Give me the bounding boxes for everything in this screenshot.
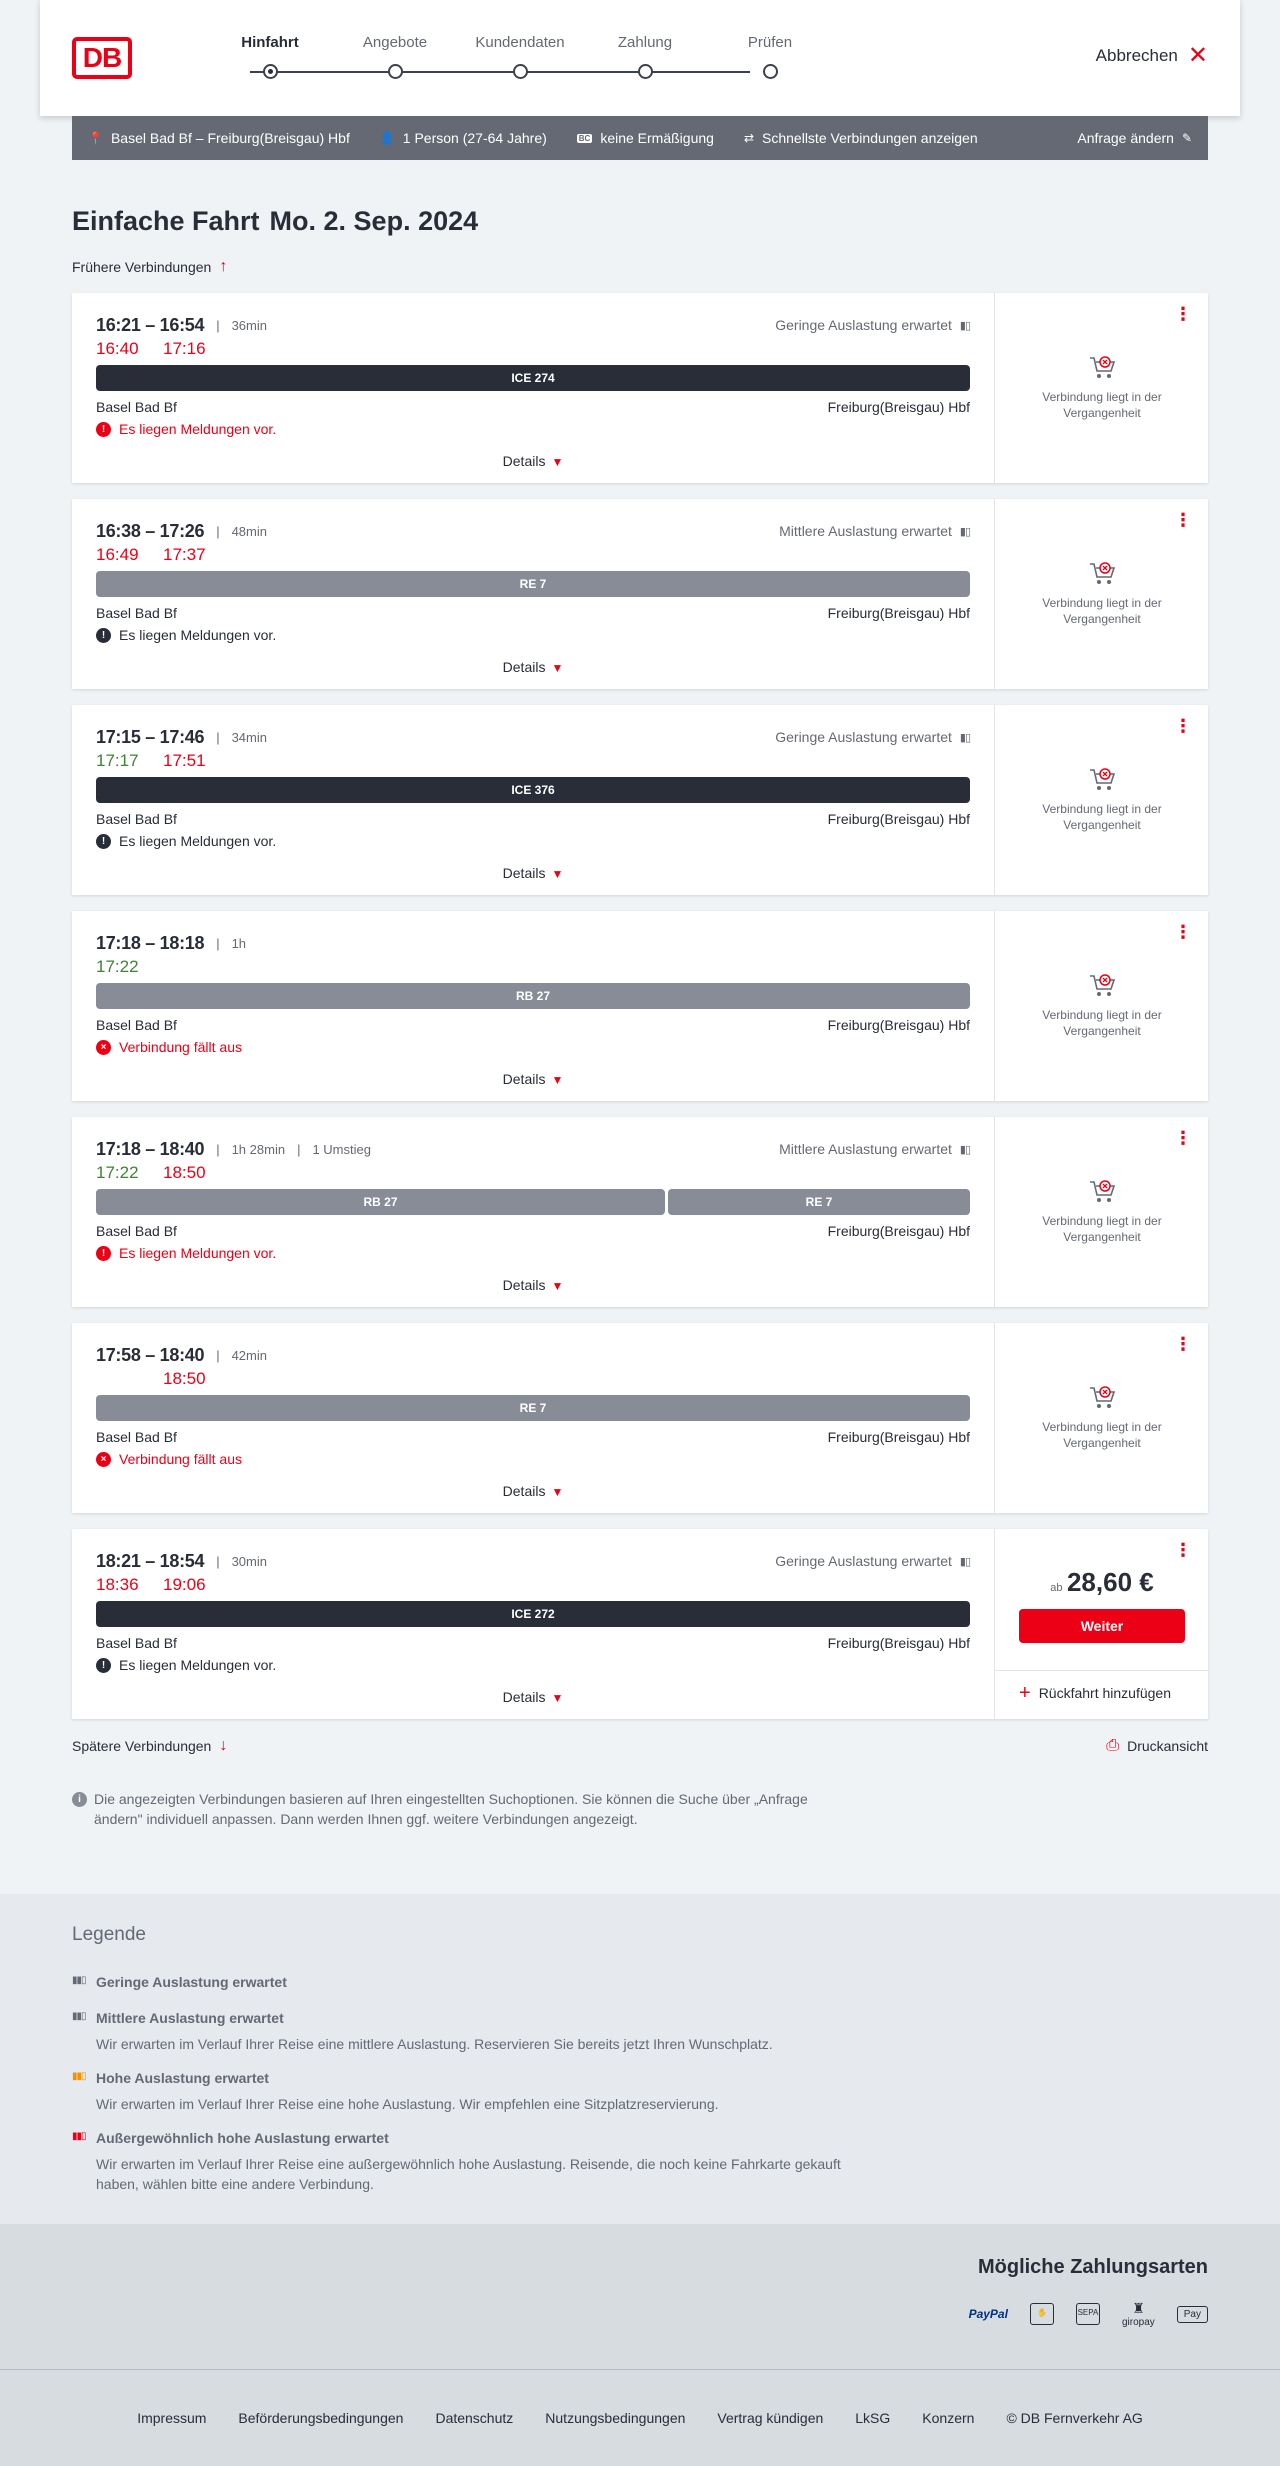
duration: 1h 28min <box>231 1142 286 1157</box>
connection-message: ! Es liegen Meldungen vor. <box>96 421 276 437</box>
details-toggle[interactable]: Details ▼ <box>502 1071 564 1087</box>
train-bar[interactable]: RB 27 <box>96 983 970 1009</box>
occupancy-info[interactable]: Geringe Auslastung erwartet ▮▯ <box>775 1553 970 1569</box>
chevron-down-icon: ▼ <box>551 1691 564 1705</box>
destination-station: Freiburg(Breisgau) Hbf <box>827 605 970 621</box>
connection-message: ! Es liegen Meldungen vor. <box>96 1245 276 1261</box>
origin-station: Basel Bad Bf <box>96 1223 177 1239</box>
connection-times: 18:21 – 18:54 | 30min <box>96 1551 267 1571</box>
connection-main <box>72 1529 994 1719</box>
step-kundendaten[interactable]: Kundendaten <box>460 32 580 54</box>
duration: 1h <box>231 936 247 951</box>
train-bar[interactable]: RE 7 <box>668 1189 970 1215</box>
paypal-icon: PayPal <box>968 2307 1008 2321</box>
more-options-icon[interactable]: ⋮ <box>1174 1540 1192 1560</box>
details-toggle[interactable]: Details ▼ <box>502 453 564 469</box>
location-pin-icon: 📍 <box>88 131 103 145</box>
train-bar[interactable]: RB 27 <box>96 1189 665 1215</box>
occupancy-info[interactable]: Mittlere Auslastung erwartet ▮▯ <box>779 523 970 539</box>
summary-discount[interactable]: BC keine Ermäßigung <box>578 130 714 146</box>
cart-icon <box>1087 353 1117 381</box>
footer-link[interactable]: © DB Fernverkehr AG <box>1006 2410 1143 2426</box>
train-bar[interactable]: RE 7 <box>96 1395 970 1421</box>
search-summary-bar <box>72 116 1208 160</box>
destination-station: Freiburg(Breisgau) Hbf <box>827 1635 970 1651</box>
connection-main <box>72 293 994 483</box>
footer-link[interactable]: Impressum <box>137 2410 207 2426</box>
details-toggle[interactable]: Details ▼ <box>502 865 564 881</box>
origin-station: Basel Bad Bf <box>96 1429 177 1445</box>
step-pruefen[interactable]: Prüfen <box>710 32 830 54</box>
price: ab 28,60 € <box>1050 1567 1154 1597</box>
origin-station: Basel Bad Bf <box>96 1017 177 1033</box>
connection-main <box>72 1323 994 1513</box>
legend-title: Legende <box>72 1924 146 1945</box>
planned-times: 17:18 – 18:40 <box>96 1139 205 1159</box>
past-connection-info: Verbindung liegt in der Vergangenheit <box>995 353 1209 421</box>
past-connection-info: Verbindung liegt in der Vergangenheit <box>995 1177 1209 1245</box>
bahncard-icon: BC <box>578 133 591 143</box>
warning-icon: ! <box>96 1658 111 1673</box>
summary-persons[interactable]: 👤 1 Person (27-64 Jahre) <box>379 130 547 146</box>
realtime-departure: 16:40 <box>96 339 139 358</box>
legend-item: ▮▮▯ Geringe Auslastung erwartet <box>72 1974 287 1990</box>
realtime-arrival: 18:50 <box>163 1369 206 1388</box>
more-options-icon[interactable]: ⋮ <box>1174 1334 1192 1354</box>
chevron-down-icon: ▼ <box>551 455 564 469</box>
duration: 36min <box>231 318 267 333</box>
more-options-icon[interactable]: ⋮ <box>1174 1128 1192 1148</box>
occupancy-info[interactable]: Geringe Auslastung erwartet ▮▯ <box>775 317 970 333</box>
step-dot <box>638 64 653 79</box>
origin-station: Basel Bad Bf <box>96 399 177 415</box>
train-bar[interactable]: ICE 376 <box>96 777 970 803</box>
step-dot <box>263 64 278 79</box>
train-bar[interactable]: ICE 272 <box>96 1601 970 1627</box>
origin-station: Basel Bad Bf <box>96 1635 177 1651</box>
transfers: 1 Umstieg <box>312 1142 371 1157</box>
card-hand-icon: ✋ <box>1030 2303 1054 2325</box>
db-logo[interactable]: DB <box>72 37 132 79</box>
realtime-times <box>96 1163 230 1183</box>
destination-station: Freiburg(Breisgau) Hbf <box>827 1017 970 1033</box>
connection-card[interactable] <box>72 499 1208 689</box>
connection-message: × Verbindung fällt aus <box>96 1451 242 1467</box>
details-toggle[interactable]: Details ▼ <box>502 1689 564 1705</box>
chevron-down-icon: ▼ <box>551 1485 564 1499</box>
footer <box>0 2369 1280 2466</box>
arrow-up-icon: ↑ <box>219 258 228 275</box>
occupancy-icon: ▮▯ <box>959 731 970 744</box>
connection-times: 16:21 – 16:54 | 36min <box>96 315 267 335</box>
sepa-icon: SEPA <box>1076 2303 1100 2325</box>
occupancy-icon: ▮▮▯ <box>72 2131 86 2142</box>
realtime-departure: 17:22 <box>96 957 139 976</box>
connection-offer <box>994 1117 1208 1307</box>
connection-offer <box>994 705 1208 895</box>
realtime-times <box>96 957 230 977</box>
footer-link[interactable]: Konzern <box>922 2410 975 2426</box>
realtime-arrival: 18:50 <box>163 1163 206 1182</box>
occupancy-info[interactable]: Geringe Auslastung erwartet ▮▯ <box>775 729 970 745</box>
later-connections-link[interactable]: Spätere Verbindungen ↓ <box>72 1737 228 1754</box>
duration: 48min <box>231 524 267 539</box>
print-view-link[interactable]: ⎙ Druckansicht <box>1106 1737 1208 1754</box>
cancelled-icon: × <box>96 1452 111 1467</box>
cart-icon <box>1087 971 1117 999</box>
warning-icon: ! <box>96 628 111 643</box>
chevron-down-icon: ▼ <box>551 1279 564 1293</box>
connection-main <box>72 1117 994 1307</box>
payment-title: Mögliche Zahlungsarten <box>977 2256 1208 2278</box>
connection-card[interactable] <box>72 1117 1208 1307</box>
summary-route[interactable]: 📍 Basel Bad Bf – Freiburg(Breisgau) Hbf <box>88 130 350 146</box>
connection-message: ! Es liegen Meldungen vor. <box>96 627 276 643</box>
warning-icon: ! <box>96 1246 111 1261</box>
origin-station: Basel Bad Bf <box>96 811 177 827</box>
step-dot <box>513 64 528 79</box>
info-note: i Die angezeigten Verbindungen basieren auf Ihren eingestellten Suchoptionen. Sie können die Suche über „Anfrage ändern" individuell anpassen. Dann werden Ihnen ggf. weitere Verbindungen angezeigt. <box>72 1789 852 1829</box>
destination-station: Freiburg(Breisgau) Hbf <box>827 1429 970 1445</box>
close-icon: ✕ <box>1187 42 1208 69</box>
more-options-icon[interactable]: ⋮ <box>1174 922 1192 942</box>
occupancy-icon: ▮▮▯ <box>72 2011 86 2022</box>
connection-main <box>72 499 994 689</box>
realtime-times <box>96 545 230 565</box>
details-toggle[interactable]: Details ▼ <box>502 1277 564 1293</box>
realtime-times <box>96 339 230 359</box>
plus-icon: + <box>1019 1682 1031 1704</box>
cart-icon <box>1087 1383 1117 1411</box>
connection-times: 17:15 – 17:46 | 34min <box>96 727 267 747</box>
add-return-trip-button[interactable]: + Rückfahrt hinzufügen <box>1019 1682 1171 1704</box>
earlier-connections-link[interactable]: Frühere Verbindungen ↑ <box>72 258 228 275</box>
duration: 34min <box>231 730 267 745</box>
connection-offer <box>994 1323 1208 1513</box>
connection-message: × Verbindung fällt aus <box>96 1039 242 1055</box>
realtime-departure: 18:36 <box>96 1575 139 1594</box>
cart-icon <box>1087 765 1117 793</box>
info-icon: i <box>72 1792 87 1807</box>
connection-offer <box>994 293 1208 483</box>
occupancy-icon: ▮▯ <box>959 1143 970 1156</box>
legend-item: ▮▮▯ Hohe Auslastung erwartet Wir erwarten im Verlauf Ihrer Reise eine hohe Auslastung. Wir empfehlen eine Sitzplatzreservierung. <box>72 2070 719 2112</box>
planned-times: 17:15 – 17:46 <box>96 727 205 747</box>
payment-methods <box>0 2224 1280 2369</box>
chevron-down-icon: ▼ <box>551 1073 564 1087</box>
divider <box>995 1670 1209 1671</box>
cart-icon <box>1087 559 1117 587</box>
destination-station: Freiburg(Breisgau) Hbf <box>827 399 970 415</box>
legend-item: ▮▮▯ Außergewöhnlich hohe Auslastung erwartet Wir erwarten im Verlauf Ihrer Reise eine außergewöhnlich hohe Auslastung. Reisende, die noch keine Fahrkarte gekauft haben, wählen bitte eine andere Verbindung. <box>72 2130 841 2192</box>
realtime-departure: 16:49 <box>96 545 139 564</box>
past-connection-info: Verbindung liegt in der Vergangenheit <box>995 559 1209 627</box>
more-options-icon[interactable]: ⋮ <box>1174 304 1192 324</box>
realtime-arrival: 17:51 <box>163 751 206 770</box>
realtime-times <box>96 1575 230 1595</box>
planned-times: 18:21 – 18:54 <box>96 1551 205 1571</box>
step-zahlung[interactable]: Zahlung <box>585 32 705 54</box>
connection-times: 17:18 – 18:40 | 1h 28min | 1 Umstieg <box>96 1139 371 1159</box>
details-toggle[interactable]: Details ▼ <box>502 659 564 675</box>
footer-link[interactable]: Vertrag kündigen <box>717 2410 824 2426</box>
more-options-icon[interactable]: ⋮ <box>1174 716 1192 736</box>
connection-card[interactable] <box>72 705 1208 895</box>
connection-message: ! Es liegen Meldungen vor. <box>96 1657 276 1673</box>
realtime-arrival: 17:37 <box>163 545 206 564</box>
occupancy-icon: ▮▯ <box>959 525 970 538</box>
printer-icon: ⎙ <box>1106 1737 1120 1754</box>
swap-arrows-icon: ⇄ <box>743 131 755 145</box>
warning-icon: ! <box>96 422 111 437</box>
details-toggle[interactable]: Details ▼ <box>502 1483 564 1499</box>
pencil-icon: ✎ <box>1181 131 1192 145</box>
legend <box>0 1894 1280 2224</box>
chevron-down-icon: ▼ <box>551 661 564 675</box>
occupancy-icon: ▮▮▯ <box>72 2071 86 2082</box>
connection-card[interactable] <box>72 911 1208 1101</box>
duration: 42min <box>231 1348 267 1363</box>
duration: 30min <box>231 1554 267 1569</box>
step-dot <box>388 64 403 79</box>
connection-offer <box>994 1529 1208 1719</box>
planned-times: 16:21 – 16:54 <box>96 315 205 335</box>
chevron-down-icon: ▼ <box>551 867 564 881</box>
connection-card[interactable] <box>72 1323 1208 1513</box>
connection-main <box>72 705 994 895</box>
step-angebote[interactable]: Angebote <box>335 32 455 54</box>
connection-card[interactable] <box>72 293 1208 483</box>
past-connection-info: Verbindung liegt in der Vergangenheit <box>995 1383 1209 1451</box>
connection-times: 17:58 – 18:40 | 42min <box>96 1345 267 1365</box>
train-bar[interactable]: ICE 274 <box>96 365 970 391</box>
legend-item: ▮▮▯ Mittlere Auslastung erwartet Wir erwarten im Verlauf Ihrer Reise eine mittlere Auslastung. Reservieren Sie bereits jetzt Ihren Wunschplatz. <box>72 2010 773 2052</box>
page-title: Einfache Fahrt Mo. 2. Sep. 2024 <box>72 206 479 236</box>
step-dot <box>763 64 778 79</box>
connection-card[interactable] <box>72 1529 1208 1719</box>
connection-message: ! Es liegen Meldungen vor. <box>96 833 276 849</box>
train-bar[interactable]: RE 7 <box>96 571 970 597</box>
cart-icon <box>1087 1177 1117 1205</box>
occupancy-info[interactable]: Mittlere Auslastung erwartet ▮▯ <box>779 1141 970 1157</box>
realtime-departure: 17:17 <box>96 751 139 770</box>
realtime-arrival: 17:16 <box>163 339 206 358</box>
more-options-icon[interactable]: ⋮ <box>1174 510 1192 530</box>
occupancy-icon: ▮▮▯ <box>72 1975 86 1986</box>
planned-times: 16:38 – 17:26 <box>96 521 205 541</box>
continue-button[interactable]: Weiter <box>1019 1609 1185 1643</box>
warning-icon: ! <box>96 834 111 849</box>
person-icon: 👤 <box>379 131 395 145</box>
apple-pay-icon: Pay <box>1177 2306 1208 2323</box>
giropay-icon: ♜ giropay <box>1121 2300 1155 2328</box>
connection-times: 16:38 – 17:26 | 48min <box>96 521 267 541</box>
past-connection-info: Verbindung liegt in der Vergangenheit <box>995 765 1209 833</box>
footer-link[interactable]: Beförderungsbedingungen <box>238 2410 404 2426</box>
destination-station: Freiburg(Breisgau) Hbf <box>827 1223 970 1239</box>
cancelled-icon: × <box>96 1040 111 1055</box>
connection-offer <box>994 499 1208 689</box>
footer-link[interactable]: LkSG <box>855 2410 891 2426</box>
step-hinfahrt[interactable]: Hinfahrt <box>210 32 330 54</box>
planned-times: 17:18 – 18:18 <box>96 933 205 953</box>
change-request-button[interactable]: Anfrage ändern ✎ <box>1077 130 1192 146</box>
summary-fastest[interactable]: ⇄ Schnellste Verbindungen anzeigen <box>743 130 978 146</box>
realtime-arrival: 19:06 <box>163 1575 206 1594</box>
connection-times: 17:18 – 18:18 | 1h <box>96 933 247 953</box>
footer-link[interactable]: Nutzungsbedingungen <box>545 2410 686 2426</box>
planned-times: 17:58 – 18:40 <box>96 1345 205 1365</box>
destination-station: Freiburg(Breisgau) Hbf <box>827 811 970 827</box>
realtime-departure: 17:22 <box>96 1163 139 1182</box>
arrow-down-icon: ↓ <box>219 1737 228 1754</box>
occupancy-icon: ▮▯ <box>959 319 970 332</box>
connection-main <box>72 911 994 1101</box>
realtime-times <box>96 1369 230 1389</box>
footer-link[interactable]: Datenschutz <box>435 2410 514 2426</box>
cancel-button[interactable]: Abbrechen ✕ <box>1095 42 1208 69</box>
past-connection-info: Verbindung liegt in der Vergangenheit <box>995 971 1209 1039</box>
stepper-line <box>250 71 750 73</box>
origin-station: Basel Bad Bf <box>96 605 177 621</box>
connection-offer <box>994 911 1208 1101</box>
footer-links <box>0 2410 1280 2426</box>
realtime-times <box>96 751 230 771</box>
payment-icons <box>969 2300 1208 2328</box>
occupancy-icon: ▮▯ <box>959 1555 970 1568</box>
booking-stepper <box>210 32 793 92</box>
header <box>40 0 1240 116</box>
